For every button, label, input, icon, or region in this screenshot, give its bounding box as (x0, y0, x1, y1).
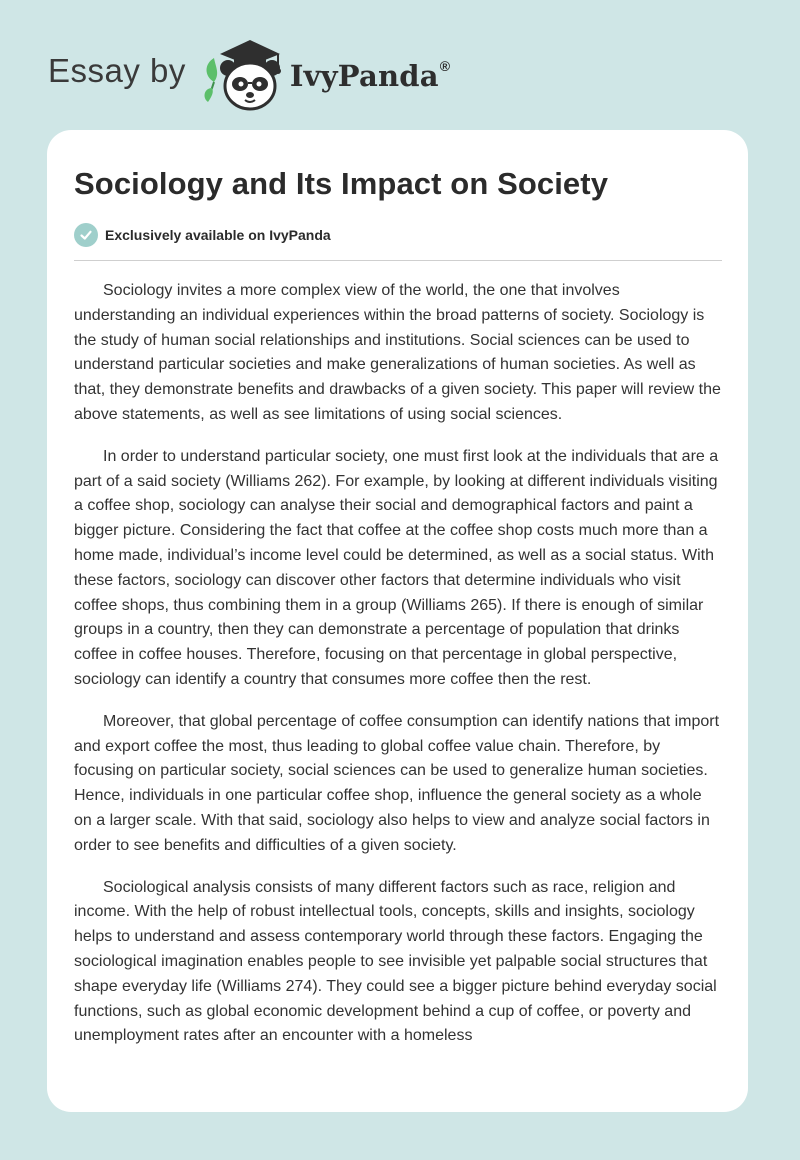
paragraph: Sociological analysis consists of many different factors such as race, religion and income. With the help of robust intellectual tools, concepts, skills and insights, sociology helps to understand and assess contemporary world through these factors. Engaging the sociological imagination enables people to see invisible yet palpable social structures that shape everyday life (Williams 274). They could see a bigger picture behind everyday social functions, such as global economic development behind a cup of coffee, or poverty and unemployment rates after an encounter with a homeless (74, 878, 717, 1045)
brand-name: IvyPanda® (289, 58, 451, 93)
check-icon (74, 223, 98, 247)
essay-by-label: Essay by (48, 52, 186, 89)
paragraph: Moreover, that global percentage of coffee consumption can identify nations that import and export coffee the most, thus leading to global coffee value chain. Therefore, by focusing on particular society, social sciences can be used to generalize human societies. Hence, individuals in one particular coffee shop, influence the general society as a whole on a larger scale. With that said, sociology also helps to view and analyze social factors in order to see benefits and difficulties of a given society. (74, 712, 720, 854)
essay-card (47, 130, 748, 1112)
paragraph: Sociology invites a more complex view of the world, the one that involves understanding an individual experiences within the broad patterns of society. Sociology is the study of human social relationships and institutions. Social sciences can be used to understand particular societies and make generalizations of human societies. As well as that, they demonstrate benefits and drawbacks of a given society. This paper will review the above statements, as well as see limitations of using social sciences. (74, 282, 721, 423)
exclusive-badge-label: Exclusively available on IvyPanda (105, 227, 331, 243)
paragraph: In order to understand particular society, one must first look at the individuals that are a part of a said society (Williams 262). For example, by looking at different individuals visiting a coffee shop, sociology can analyse their social and demographical factors and paint a bigger picture. Considering the fact that coffee at the coffee shop costs much more than a home made, individual’s income level could be determined, as well as a social status. With these factors, sociology can discover other factors that determine individuals who visit coffee shops, thus combining them in a group (Williams 265). If there is enough of similar groups in a country, then they can demonstrate a percentage of population that drinks coffee in coffee houses. Therefore, focusing on that percentage in global perspective, sociology can identify a country that consumes more coffee then the rest. (74, 447, 719, 688)
brand-header (48, 36, 450, 112)
page-title: Sociology and Its Impact on Society (74, 166, 609, 201)
divider (74, 260, 722, 261)
exclusive-badge (74, 222, 722, 248)
trademark-symbol: ® (439, 58, 451, 75)
panda-logo-icon (200, 36, 286, 112)
essay-body (74, 279, 722, 1049)
